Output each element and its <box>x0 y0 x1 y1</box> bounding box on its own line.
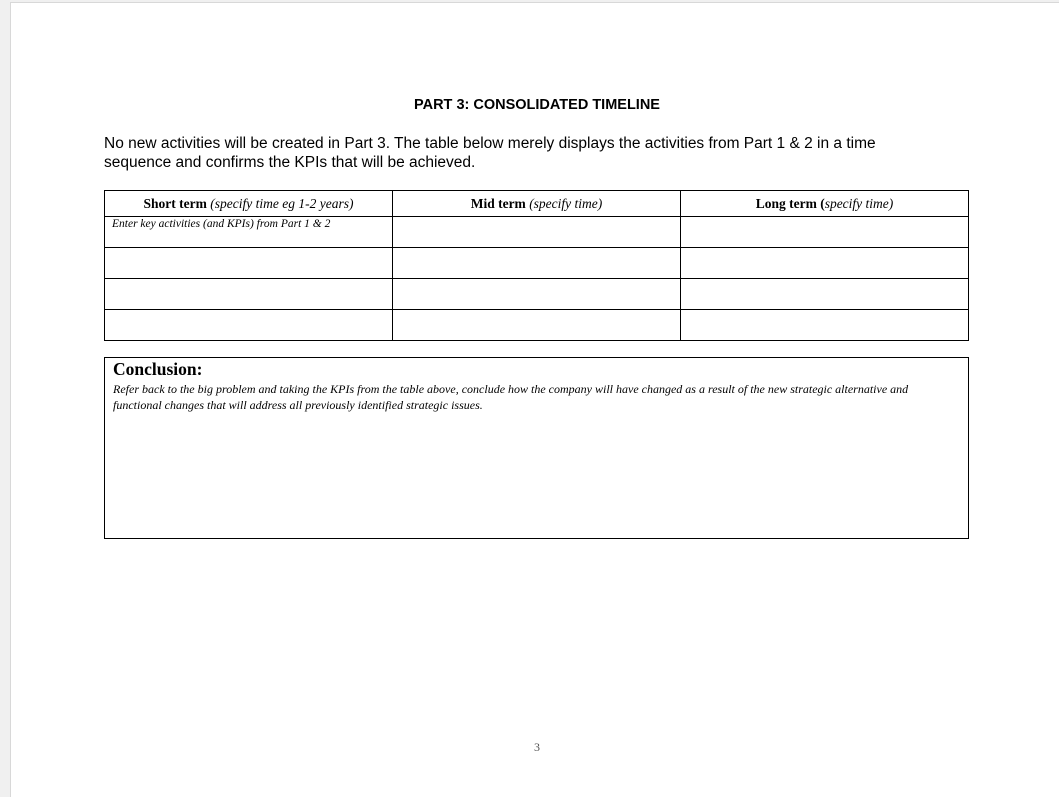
table-row <box>105 248 969 279</box>
header-label: Mid term <box>470 195 526 211</box>
conclusion-title: Conclusion: <box>113 359 203 379</box>
conclusion-box[interactable] <box>104 357 969 539</box>
header-label: Long term ( <box>755 195 825 211</box>
table-cell[interactable] <box>393 310 681 341</box>
header-long-term <box>681 191 969 217</box>
header-mid-term <box>393 191 681 217</box>
table-cell[interactable] <box>681 279 969 310</box>
table-cell[interactable] <box>105 217 393 248</box>
table-cell[interactable] <box>681 248 969 279</box>
table-row <box>105 217 969 248</box>
header-hint: (specify time eg 1-2 years) <box>210 195 354 211</box>
table-cell[interactable] <box>393 217 681 248</box>
table-cell[interactable] <box>393 279 681 310</box>
table-cell[interactable] <box>681 217 969 248</box>
header-short-term <box>105 191 393 217</box>
cell-placeholder-text: Enter key activities (and KPIs) from Part 1 & 2 <box>112 218 331 230</box>
table-cell[interactable] <box>105 310 393 341</box>
conclusion-instructions: Refer back to the big problem and taking the KPIs from the table above, conclude how the company will have changed as a result of the new strategic alternative and functional changes that will address all previously identified strategic issues. <box>113 382 909 412</box>
table-row <box>105 310 969 341</box>
table-cell[interactable] <box>105 279 393 310</box>
header-hint: (specify time) <box>529 195 603 211</box>
header-hint: specify time) <box>824 195 894 211</box>
document-page <box>10 2 1059 797</box>
table-cell[interactable] <box>393 248 681 279</box>
page-number: 3 <box>534 740 540 754</box>
table-cell[interactable] <box>105 248 393 279</box>
intro-paragraph: No new activities will be created in Part 3. The table below merely displays the activities from Part 1 & 2 in a time sequence and confirms the KPIs that will be achieved. <box>104 135 876 171</box>
table-header-row <box>105 191 969 217</box>
table-row <box>105 279 969 310</box>
table-cell[interactable] <box>681 310 969 341</box>
timeline-table <box>104 190 969 341</box>
section-title: PART 3: CONSOLIDATED TIMELINE <box>414 97 660 113</box>
header-label: Short term <box>143 195 207 211</box>
